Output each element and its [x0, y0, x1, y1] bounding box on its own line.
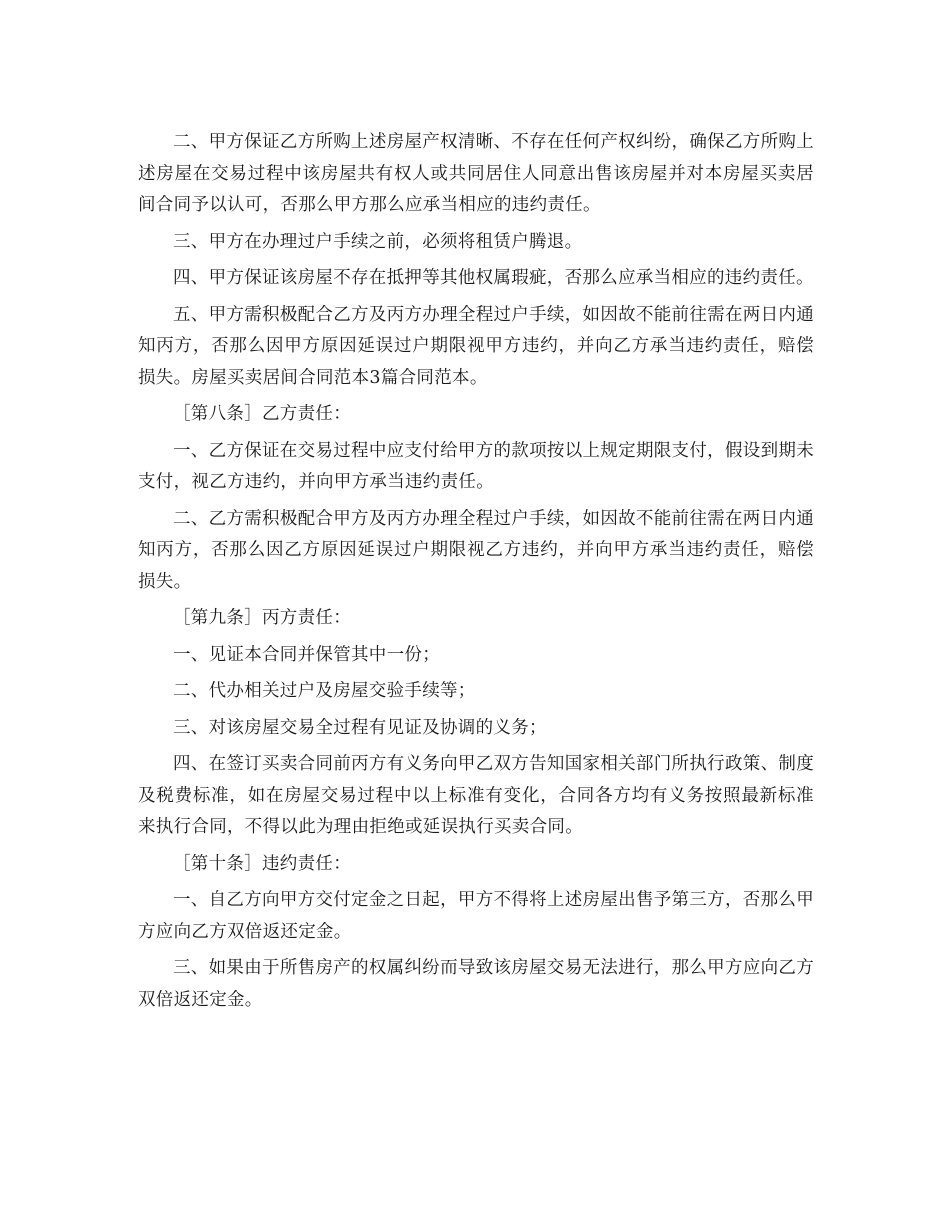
clause-8-heading: ［第八条］乙方责任：	[173, 404, 351, 424]
clause-9-item-3: 三、对该房屋交易全过程有见证及协调的义务；	[173, 717, 547, 738]
clause-7-item-5: 五、甲方需积极配合乙方及丙方办理全程过户手续，如因故不能前往需在两日内通知丙方，否那么因甲方原因延误过户期限视甲方违约，并向乙方承当违约责任，赔偿损失。房屋买卖居间合同范本3篇合同范本。	[138, 304, 814, 388]
clause-9-item-1: 一、见证本合同并保管其中一份；	[173, 644, 440, 665]
clause-8-item-2: 二、乙方需积极配合甲方及丙方办理全程过户手续，如因故不能前往需在两日内通知丙方，否那么因乙方原因延误过户期限视乙方违约，并向甲方承当违约责任，赔偿损失。	[138, 508, 814, 592]
clause-7-item-3: 三、甲方在办理过户手续之前，必须将租赁户腾退。	[173, 231, 583, 252]
clause-10-item-1: 一、自乙方向甲方交付定金之日起，甲方不得将上述房屋出售予第三方，否那么甲方应向乙方双倍返还定金。	[138, 890, 814, 942]
clause-9-heading: ［第九条］丙方责任：	[173, 608, 351, 628]
clause-9-item-2: 二、代办相关过户及房屋交验手续等；	[173, 681, 476, 701]
clause-9-item-4: 四、在签订买卖合同前丙方有义务向甲乙双方告知国家相关部门所执行政策、制度及税费标准，如在房屋交易过程中以上标准有变化，合同各方均有义务按照最新标准来执行合同，不得以此为理由拒绝或延误执行买卖合同。	[138, 754, 814, 837]
clause-10-heading: ［第十条］违约责任：	[173, 853, 351, 874]
document-body	[138, 127, 814, 1021]
clause-10-item-3: 三、如果由于所售房产的权属纠纷而导致该房屋交易无法进行，那么甲方应向乙方双倍返还定金。	[138, 958, 814, 1010]
clause-7-item-4: 四、甲方保证该房屋不存在抵押等其他权属瑕疵，否那么应承当相应的违约责任。	[173, 268, 814, 288]
clause-7-item-2: 二、甲方保证乙方所购上述房屋产权清晰、不存在任何产权纠纷，确保乙方所购上述房屋在交易过程中该房屋共有权人或共同居住人同意出售该房屋并对本房屋买卖居间合同予以认可，否那么甲方那么应承当相应的违约责任。	[138, 132, 814, 215]
clause-8-item-1: 一、乙方保证在交易过程中应支付给甲方的款项按以上规定期限支付，假设到期未支付，视乙方违约，并向甲方承当违约责任。	[138, 440, 814, 492]
